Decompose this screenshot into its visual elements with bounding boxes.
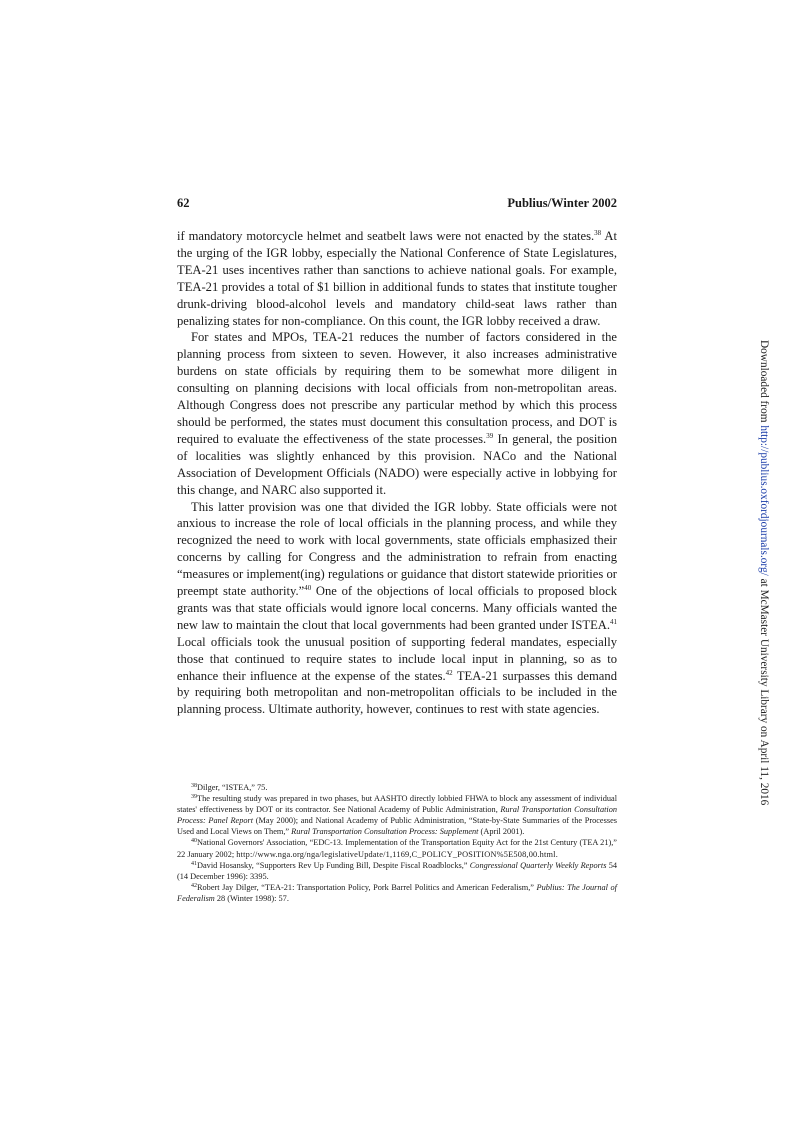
footnote-ref-41: 41 — [610, 617, 617, 626]
footnote-url: http://www.nga.org/nga/legislativeUpdate/1,1169,C_POLICY_POSITION%5E508,00.html — [236, 849, 556, 859]
footnotes — [177, 782, 617, 904]
footnote-42: $^{42}$Robert Jay Dilger, “TEA-21: Transportation Policy, Pork Barrel Politics and American Federalism,” Publius: The Journal of Federalism 28 (Winter 1998): 57. — [177, 882, 617, 903]
footnote-41: $^{41}$David Hosansky, “Supporters Rev Up Funding Bill, Despite Fiscal Roadblocks,” Congressional Quarterly Weekly Reports 54 (14 December 1996): 3395. — [177, 860, 617, 881]
paragraph-1: if mandatory motorcycle helmet and seatbelt laws were not enacted by the states.$^{38}$ At the urging of the IGR lobby, especially the National Conference of State Legislatures, TEA-21 uses incentives rather than sanctions to achieve national goals. For example, TEA-21 provides a total of $1 billion in additional funds to states that institute tougher drunk-driving blood-alcohol levels and mandatory child-seat laws rather than penalizing states for non-compliance. On this count, the IGR lobby received a draw. — [177, 229, 617, 328]
page-number: 62 — [177, 196, 190, 210]
footnote-38: $^{38}$Dilger, “ISTEA,” 75. — [191, 783, 268, 792]
running-header — [177, 196, 617, 212]
paragraph-3: This latter provision was one that divided the IGR lobby. State officials were not anxious to increase the role of local officials in the planning process, and while they recognized the need to work with local governments, state officials emphasized their concerns by calling for Congress and the administration to refrain from enacting “measures or implement(ing) regulations or guidance that distort statewide priorities or preempt state authority.”$^{40}$ One of the objections of local officials to proposed block grants was that state officials would ignore local concerns. Many officials wanted the new law to maintain the clout that local governments had been granted under ISTEA.$^{41}$ Local officials took the unusual position of supporting federal mandates, especially those that continued to require states to include local input in planning, so as to enhance their influence at the expense of the states.$^{42}$ TEA-21 surpasses this demand by requiring both metropolitan and non-metropolitan officials to be included in the planning process. Ultimate authority, however, continues to rest with state agencies. — [177, 499, 617, 717]
download-watermark: Downloaded from http://publius.oxfordjournals.org/ at McMaster University Library on April 11, 2016 — [758, 340, 770, 806]
download-link[interactable]: http://publius.oxfordjournals.org/ — [758, 425, 770, 576]
paragraph-2: For states and MPOs, TEA-21 reduces the number of factors considered in the planning process from sixteen to seven. However, it also increases administrative burdens on state officials by requiring them to be somewhat more diligent in consulting on planning decisions with local officials from non-metropolitan areas. Although Congress does not prescribe any particular method by which this process should be performed, the states must document this consultation process, and DOT is required to evaluate the effectiveness of the state processes.$^{39}$ In general, the position of localities was slightly enhanced by this provision. NACo and the National Association of Development Officials (NADO) were especially active in lobbying for this change, and NARC also supported it. — [177, 330, 617, 497]
footnote-ref-40: 40 — [304, 584, 312, 593]
journal-title: Publius/Winter 2002 — [507, 196, 617, 210]
footnote-ref-42: 42 — [445, 668, 453, 677]
main-text — [177, 228, 617, 718]
footnote-39: $^{39}$The resulting study was prepared in two phases, but AASHTO directly lobbied FHWA to block any assessment of individual states' effectiveness by DOT or its contractor. See National Academy of Public Administration, Rural Transportation Consultation Process: Panel Report (May 2000); and National Academy of Public Administration, “State-by-State Summaries of the Processes Used and Local Views on Them,” Rural Transportation Consultation Process: Supplement (April 2001). — [177, 794, 618, 837]
footnote-ref-39: 39 — [486, 431, 494, 440]
footnote-ref-38: 38 — [594, 229, 602, 237]
footnote-40: $^{40}$National Governors' Association, “EDC-13. Implementation of the Transportation Equity Act for the 21st Century (TEA 21),” 22 January 2002; http://www.nga.org/nga/legislativeUpdate/1,1169,C_POLICY_POSITION%5E508,00.html. — [177, 838, 617, 859]
